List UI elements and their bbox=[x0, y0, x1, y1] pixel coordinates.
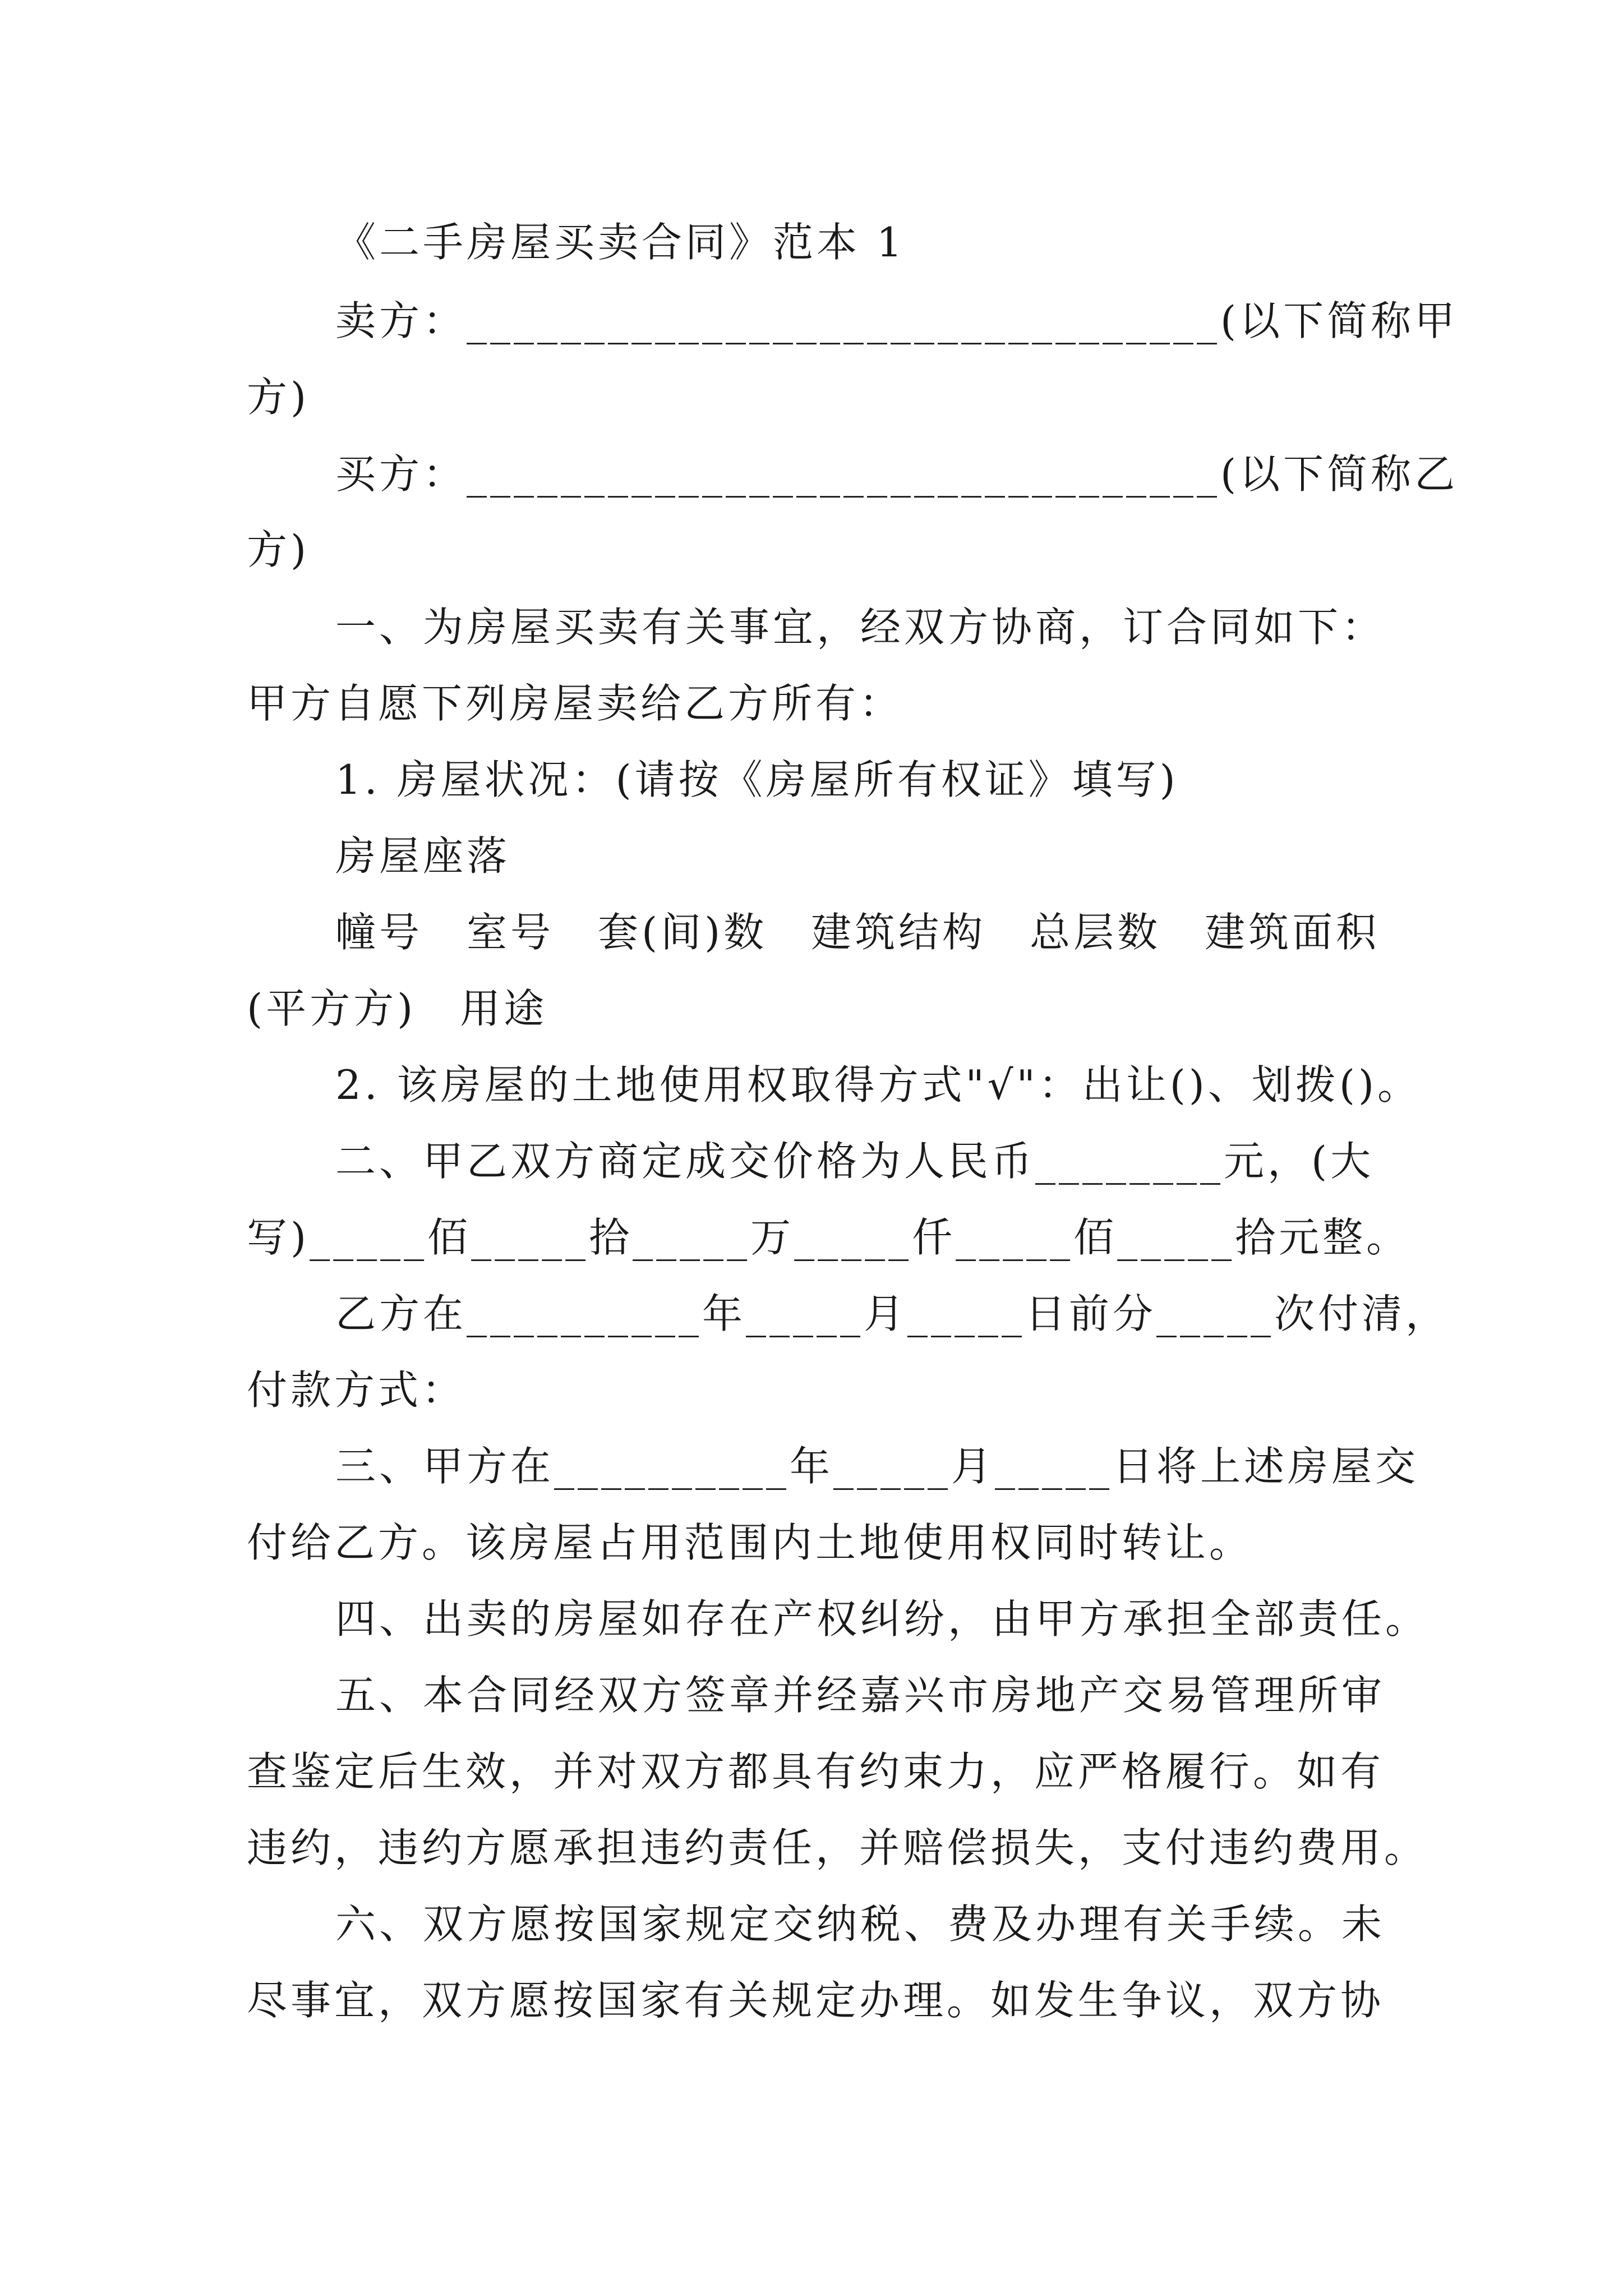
document-title: 《二手房屋买卖合同》范本 1 bbox=[335, 219, 906, 266]
buyer-line: 买方：________________________________(以下简称乙 bbox=[335, 450, 1459, 498]
clause-5-effect-cont-2: 违约，违约方愿承担违约责任，并赔偿损失，支付违约费用。 bbox=[247, 1824, 1428, 1871]
clause-3-delivery-cont: 付给乙方。该房屋占用范围内土地使用权同时转让。 bbox=[247, 1519, 1253, 1566]
house-status-line: 1. 房屋状况：(请按《房屋所有权证》填写) bbox=[335, 756, 1179, 803]
clause-5-effect-cont: 查鉴定后生效，并对双方都具有约束力，应严格履行。如有 bbox=[247, 1748, 1385, 1795]
payment-schedule-line: 乙方在__________年_____月_____日前分_____次付清， bbox=[335, 1290, 1450, 1337]
land-use-right-line: 2. 该房屋的土地使用权取得方式"√"：出让()、划拨()。 bbox=[335, 1061, 1422, 1108]
seller-line-cont: 方) bbox=[247, 374, 310, 421]
house-fields-line: 幢号 室号 套(间)数 建筑结构 总层数 建筑面积 bbox=[335, 909, 1380, 956]
house-location-label: 房屋座落 bbox=[335, 832, 511, 880]
buyer-line-cont: 方) bbox=[247, 526, 310, 573]
clause-2-price-cont: 写)_____佰_____拾_____万_____仟_____佰_____拾元整。 bbox=[247, 1214, 1410, 1261]
clause-1-intro: 一、为房屋买卖有关事宜，经双方协商，订合同如下： bbox=[335, 604, 1386, 651]
clause-6-taxes: 六、双方愿按国家规定交纳税、费及办理有关手续。未 bbox=[335, 1901, 1386, 1948]
seller-line: 卖方：________________________________(以下简称甲 bbox=[335, 297, 1459, 344]
payment-method-line: 付款方式： bbox=[247, 1366, 466, 1414]
clause-3-delivery: 三、甲方在__________年_____月_____日将上述房屋交 bbox=[335, 1443, 1419, 1490]
clause-5-effect: 五、本合同经双方签章并经嘉兴市房地产交易管理所审 bbox=[335, 1672, 1386, 1719]
clause-6-taxes-cont: 尽事宜，双方愿按国家有关规定办理。如发生争议，双方协 bbox=[247, 1977, 1385, 2024]
clause-2-price: 二、甲乙双方商定成交价格为人民币________元，(大 bbox=[335, 1138, 1375, 1185]
clause-1-intro-cont: 甲方自愿下列房屋卖给乙方所有： bbox=[247, 680, 903, 727]
clause-4-disputes: 四、出卖的房屋如存在产权纠纷，由甲方承担全部责任。 bbox=[335, 1595, 1430, 1642]
house-fields-line-cont: (平方方) 用途 bbox=[247, 985, 548, 1032]
